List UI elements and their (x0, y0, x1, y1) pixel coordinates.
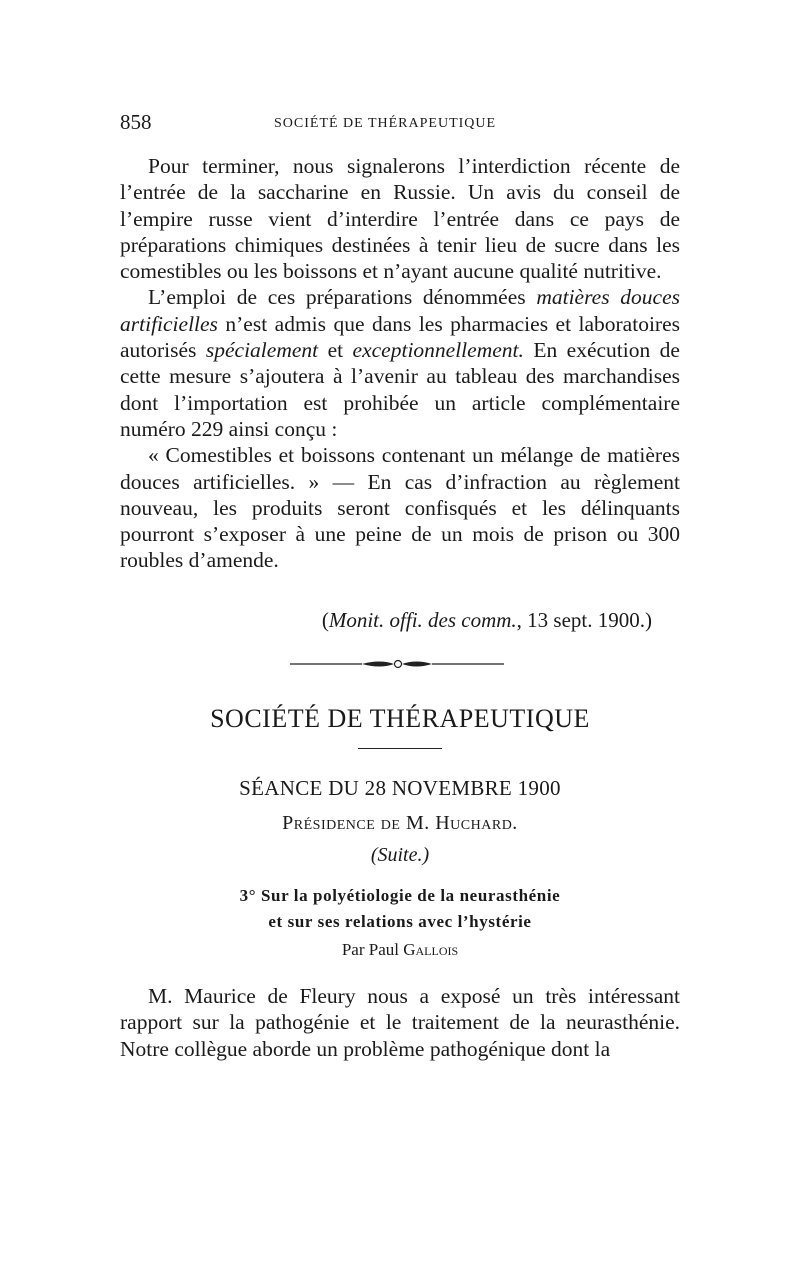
citation-open: ( (321, 608, 329, 632)
page-number: 858 (120, 110, 152, 134)
author-prefix: Par Paul (341, 940, 404, 959)
paragraph-saccharine: Pour terminer, nous signalerons l’interdiction récente de l’entrée de la saccharine en Russie. Un avis du conseil de l’empire russe vient d’interdire l’entrée dans ce pays de préparations chimiques destinées à tenir lieu de sucre dans les comestibles ou les boissons et n’ayant aucune qualité nutritive. (120, 154, 680, 284)
italic-run: matières douces artificielles (120, 285, 680, 336)
paragraph-emploi (120, 284, 680, 442)
italic-run: spécialement (205, 338, 319, 363)
section-title: SOCIÉTÉ DE THÉRAPEUTIQUE (210, 704, 590, 733)
article-title-line-2: et sur ses relations avec l’hystérie (268, 912, 532, 931)
citation-source: Monit. offi. des comm. (328, 608, 517, 632)
suite-label: (Suite.) (370, 844, 430, 866)
paragraph-quotation: « Comestibles et boissons contenant un mélange de matières douces artificielles. » — En cas d’infraction au règlement nouveau, les produits seront confisqués et les délinquants pourront s’exposer à une peine de un mois de prison ou 300 roubles d’amende. (120, 443, 680, 573)
presidence-line: Présidence de M. Huchard. (282, 812, 518, 834)
text-run: L’emploi de ces préparations dénommées (148, 285, 537, 310)
text-run: n’est admis que dans les pharmacies et laboratoires autorisés (120, 311, 680, 363)
text-run: En exécution de cette mesure s’ajoutera à l’avenir au tableau des marchandises dont l’importation est prohibée un article complémentaire numéro 229 ainsi conçu : (120, 338, 680, 441)
author-name: Gallois (403, 940, 459, 959)
author-line (120, 940, 680, 960)
source-citation (120, 608, 652, 633)
paragraph-fleury: M. Maurice de Fleury nous a exposé un très intéressant rapport sur la pathogénie et le traitement de la neurasthénie. Notre collègue aborde un problème pathogénique dont la (120, 984, 680, 1061)
citation-date: , 13 sept. 1900.) (516, 608, 652, 632)
article-title-line-1: 3° Sur la polyétiologie de la neurasthénie (239, 886, 561, 905)
running-head: SOCIÉTÉ DE THÉRAPEUTIQUE (274, 116, 497, 131)
article-body-top (120, 153, 680, 574)
italic-run: exceptionnellement. (352, 338, 524, 363)
page-header (120, 110, 680, 140)
text-run: et (318, 338, 353, 363)
ornament-divider (290, 654, 504, 674)
session-heading: SÉANCE DU 28 NOVEMBRE 1900 (239, 776, 561, 800)
title-rule (358, 748, 442, 749)
article-body-bottom (120, 983, 680, 1062)
